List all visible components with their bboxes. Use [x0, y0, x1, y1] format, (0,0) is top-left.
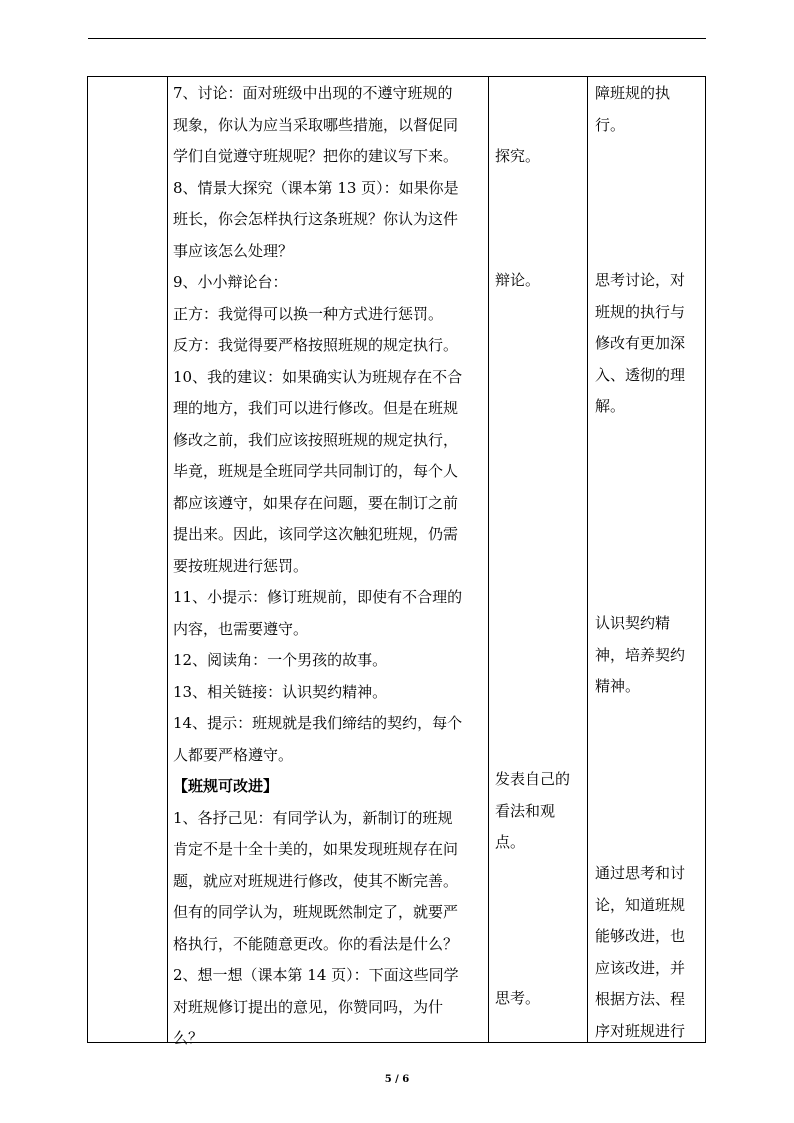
intent-line: 序对班规进行 [595, 1021, 686, 1040]
activity-line: 13、相关链接：认识契约精神。 [173, 682, 388, 701]
column-divider-1 [167, 76, 168, 1043]
intent-line: 修改有更加深 [595, 334, 686, 352]
page-number: 5 / 6 [384, 1074, 410, 1085]
student-line: 思考。 [495, 989, 541, 1007]
activity-line: 2、想一想（课本第 14 页）：下面这些同学 [173, 966, 459, 984]
intent-line: 应该改进，并 [595, 958, 686, 977]
activity-line: 对班规修订提出的意见，你赞同吗，为什 [173, 997, 444, 1016]
activity-line: 11、小提示：修订班规前，即使有不合理的 [173, 588, 463, 606]
activity-line: 学们自觉遵守班规呢？把你的建议写下来。 [173, 147, 459, 165]
section-heading: 【班规可改进】 [173, 777, 279, 795]
activity-line: 正方：我觉得可以换一种方式进行惩罚。 [173, 304, 444, 323]
activity-line: 提出来。因此，该同学这次触犯班规，仍需 [173, 525, 459, 543]
activity-line: 格执行，不能随意更改。你的看法是什么？ [173, 934, 459, 953]
activity-line: 9、小小辩论台： [173, 273, 288, 291]
student-line: 发表自己的 [495, 770, 571, 788]
intent-line: 解。 [595, 397, 626, 415]
intent-line: 根据方法、程 [595, 990, 686, 1008]
student-activity-block [495, 265, 585, 297]
activity-line: 1、各抒己见：有同学认为，新制订的班规 [173, 808, 453, 827]
student-line: 看法和观 [495, 801, 556, 820]
intent-line: 通过思考和讨 [595, 864, 686, 882]
design-intent-block [595, 608, 703, 703]
design-intent-block [595, 858, 703, 1047]
activity-line: 修改之前，我们应该按照班规的规定执行， [173, 430, 459, 449]
activity-line: 14、提示：班规就是我们缔结的契约，每个 [173, 714, 463, 732]
activity-line: 但有的同学认为，班规既然制定了，就要严 [173, 903, 459, 921]
intent-line: 班规的执行与 [595, 302, 686, 321]
student-activity-block [495, 141, 585, 173]
intent-line: 神，培养契约 [595, 645, 686, 664]
header-rule [88, 38, 706, 39]
activity-line: 班长，你会怎样执行这条班规？你认为这件 [173, 210, 459, 228]
activity-line: 都应该遵守，如果存在问题，要在制订之前 [173, 493, 459, 512]
activity-line: 人都要严格遵守。 [173, 745, 294, 764]
intent-line: 行。 [595, 115, 626, 134]
intent-line: 思考讨论，对 [595, 271, 686, 289]
student-activity-block [495, 764, 585, 859]
student-activity-block [495, 983, 585, 1015]
column-divider-2 [488, 76, 489, 1043]
intent-line: 论，知道班规 [595, 895, 686, 914]
intent-line: 能够改进，也 [595, 927, 686, 945]
activity-line: 10、我的建议：如果确实认为班规存在不合 [173, 367, 463, 386]
activity-line: 毕竟，班规是全班同学共同制订的，每个人 [173, 462, 459, 480]
column-divider-3 [587, 76, 588, 1043]
activity-line: 肯定不是十全十美的，如果发现班规存在问 [173, 840, 459, 858]
intent-line: 障班规的执 [595, 84, 671, 102]
intent-line: 认识契约精 [595, 614, 671, 632]
activity-line: 现象，你认为应当采取哪些措施，以督促同 [173, 115, 459, 134]
student-line: 辩论。 [495, 271, 541, 289]
activity-line: 7、讨论：面对班级中出现的不遵守班规的 [173, 84, 453, 102]
intent-line: 入、透彻的理 [595, 365, 686, 384]
student-line: 探究。 [495, 147, 541, 165]
activity-line: 理的地方，我们可以进行修改。但是在班规 [173, 399, 459, 417]
activity-line: 8、情景大探究（课本第 13 页）：如果你是 [173, 178, 459, 197]
activity-line: 要按班规进行惩罚。 [173, 556, 309, 575]
intent-line: 精神。 [595, 677, 641, 695]
design-intent-block [595, 265, 703, 423]
student-line: 点。 [495, 833, 526, 851]
activity-line: 么？ [173, 1029, 204, 1047]
activity-line: 12、阅读角：一个男孩的故事。 [173, 651, 388, 669]
activity-line: 题，就应对班规进行修改，使其不断完善。 [173, 871, 459, 890]
teaching-activity-cell [173, 78, 485, 1055]
activity-line: 事应该怎么处理？ [173, 241, 294, 260]
activity-line: 反方：我觉得要严格按照班规的规定执行。 [173, 336, 459, 354]
activity-line: 内容，也需要遵守。 [173, 619, 309, 638]
design-intent-block [595, 78, 703, 141]
